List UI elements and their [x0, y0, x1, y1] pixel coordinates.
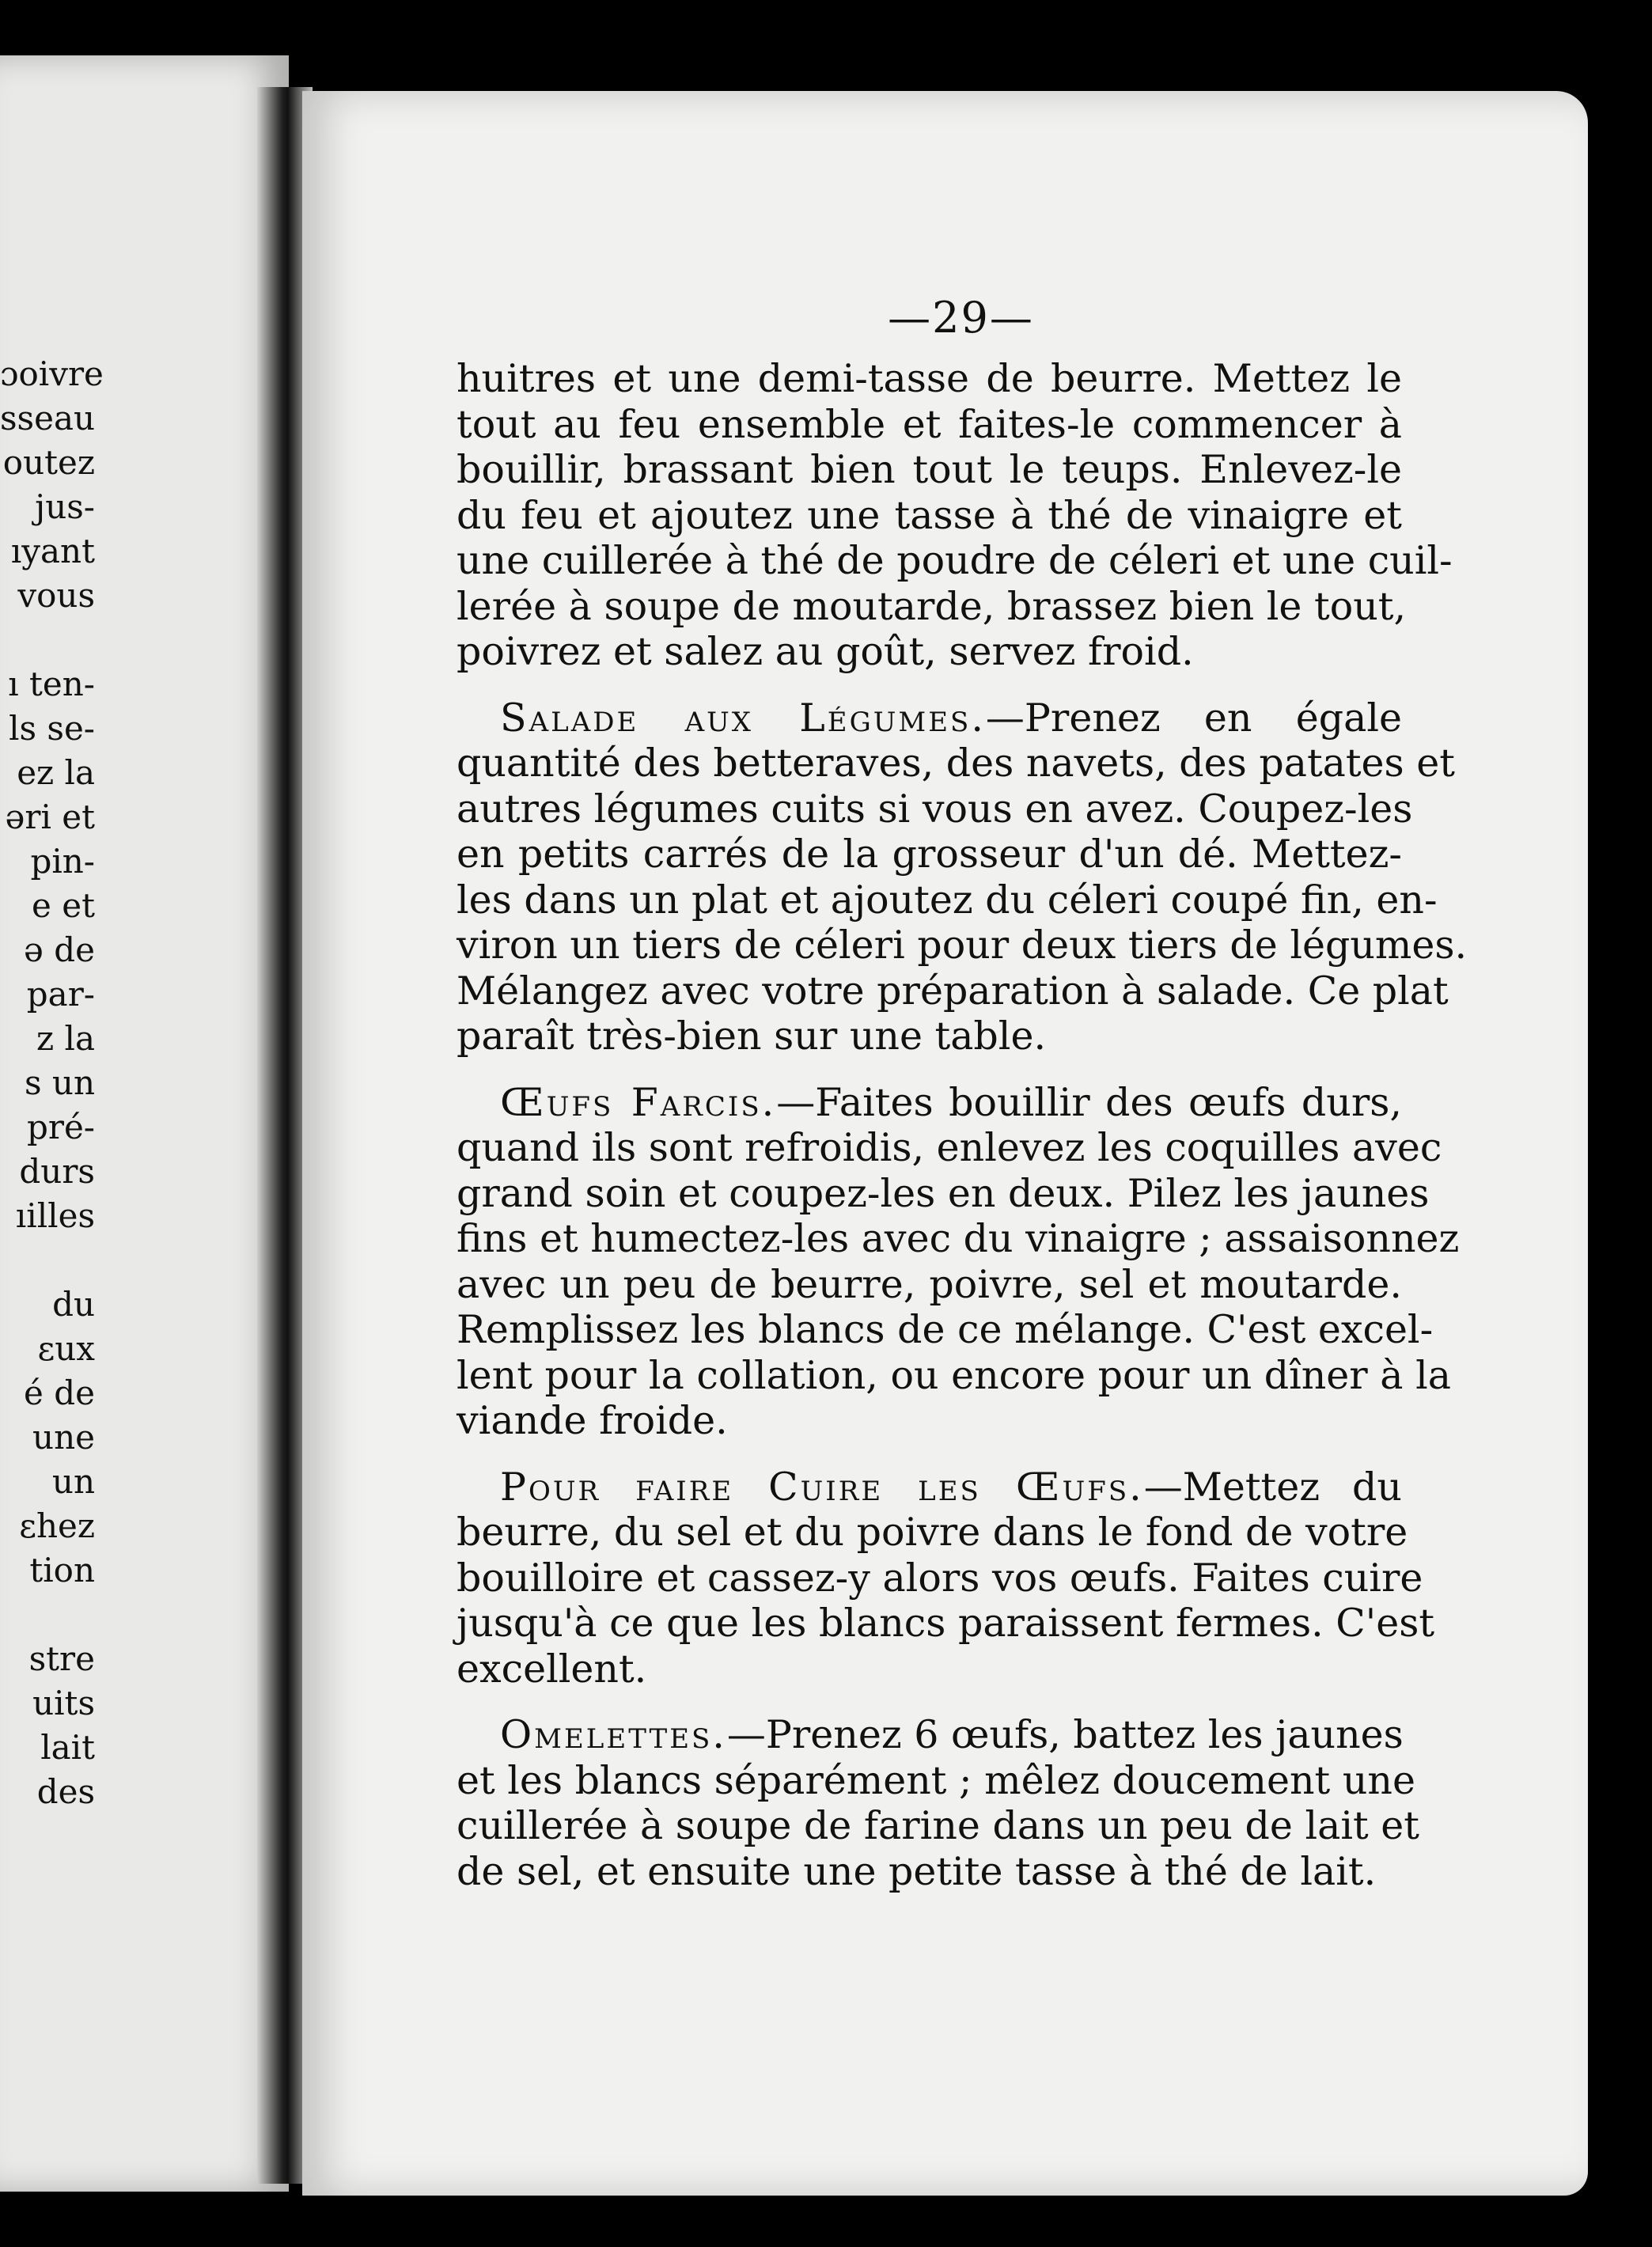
- line-text: —Faites bouillir des œufs durs,: [776, 1079, 1402, 1125]
- page-number: —29—: [888, 293, 1034, 343]
- text-line: viande froide.: [457, 1398, 728, 1443]
- recipe-heading: Œufs Farcis.: [500, 1079, 777, 1125]
- facing-page-line: [0, 618, 95, 662]
- recipe-paragraph: [457, 1079, 1460, 1444]
- text-line: [457, 1080, 1402, 1126]
- facing-page-line: du: [52, 1285, 95, 1324]
- facing-page-line: des: [36, 1772, 95, 1811]
- text-line: tout au feu ensemble et faites-le commencer à: [457, 401, 1402, 447]
- facing-page-line: tion: [29, 1551, 95, 1590]
- text-line: Remplissez les blancs de ce mélange. C'est excel-: [457, 1307, 1434, 1352]
- facing-page-line: [0, 1593, 95, 1637]
- text-line: [457, 695, 1402, 741]
- facing-page-line: un: [51, 1462, 95, 1501]
- text-line: viron un tiers de céleri pour deux tiers de légumes.: [457, 923, 1468, 968]
- text-line: poivrez et salez au goût, servez froid.: [457, 629, 1194, 674]
- facing-page-line: jus-: [35, 487, 95, 526]
- facing-page-line: uits: [32, 1684, 95, 1722]
- text-line: et les blancs séparément ; mêlez doucement une: [457, 1757, 1415, 1803]
- facing-page-line: une: [32, 1418, 95, 1457]
- facing-page-line: ez la: [17, 753, 95, 792]
- facing-page-line: əri et: [5, 798, 95, 836]
- page-body: [457, 356, 1468, 1915]
- facing-page-line: stre: [28, 1639, 95, 1678]
- recipe-paragraph: [457, 356, 1453, 675]
- facing-page-line: ıyant: [10, 532, 95, 570]
- recipe-heading: Pour faire Cuire les Œufs.: [500, 1464, 1144, 1510]
- text-line: Mélangez avec votre préparation à salade. Ce plat: [457, 968, 1449, 1014]
- facing-page-line: pin-: [30, 842, 95, 881]
- text-line: une cuillerée à thé de poudre de céleri et une cuil-: [457, 538, 1453, 583]
- facing-page-line: ɛux: [37, 1329, 95, 1368]
- facing-page-line: s un: [24, 1063, 95, 1102]
- recipe-paragraph: [457, 1464, 1435, 1692]
- text-line: beurre, du sel et du poivre dans le fond de votre: [457, 1510, 1408, 1555]
- text-line: en petits carrés de la grosseur d'un dé. Mettez-: [457, 832, 1402, 877]
- recipe-paragraph: [457, 1712, 1419, 1894]
- text-line: excellent.: [457, 1646, 647, 1692]
- text-line: lerée à soupe de moutarde, brassez bien le tout,: [457, 583, 1407, 629]
- facing-page-line: vous: [17, 576, 95, 615]
- facing-page-line: pré-: [26, 1108, 95, 1146]
- text-line: autres légumes cuits si vous en avez. Coupez-les: [457, 786, 1413, 832]
- text-line: lent pour la collation, ou encore pour un dîner à la: [457, 1352, 1451, 1398]
- text-line: cuillerée à soupe de farine dans un peu de lait et: [457, 1803, 1419, 1848]
- facing-page-line: é de: [24, 1374, 95, 1412]
- facing-page-line: e et: [32, 886, 95, 925]
- book-page: [302, 91, 1588, 2196]
- text-line: [457, 1465, 1402, 1510]
- text-line: avec un peu de beurre, poivre, sel et moutarde.: [457, 1261, 1402, 1307]
- text-line: jusqu'à ce que les blancs paraissent fermes. C'est: [457, 1601, 1435, 1646]
- facing-page-line: lait: [40, 1728, 95, 1767]
- facing-page-line: [0, 1238, 95, 1283]
- text-line: bouilloire et cassez-y alors vos œufs. Faites cuire: [457, 1555, 1423, 1601]
- text-line: fins et humectez-les avec du vinaigre ; assaisonnez: [457, 1216, 1460, 1261]
- facing-page-line: ə de: [24, 930, 95, 969]
- facing-page-line: durs: [19, 1152, 95, 1191]
- text-line: du feu et ajoutez une tasse à thé de vinaigre et: [457, 492, 1402, 538]
- facing-page-line: z la: [36, 1019, 95, 1058]
- facing-page-line: sseau: [0, 399, 96, 438]
- facing-page-line: ɛhez: [19, 1506, 95, 1545]
- facing-page-fragment: [0, 55, 289, 2192]
- text-line: de sel, et ensuite une petite tasse à thé de lait.: [457, 1848, 1377, 1894]
- recipe-heading: Salade aux Légumes.: [500, 695, 986, 741]
- text-line: paraît très-bien sur une table.: [457, 1014, 1047, 1059]
- facing-page-line: ls se-: [9, 709, 95, 748]
- facing-page-line: ɔoivre: [0, 354, 104, 393]
- text-line: les dans un plat et ajoutez du céleri coupé fin, en-: [457, 877, 1438, 923]
- recipe-heading: Omelettes.: [500, 1712, 727, 1757]
- text-line: quantité des betteraves, des navets, des patates et: [457, 741, 1455, 786]
- text-line: quand ils sont refroidis, enlevez les coquilles avec: [457, 1125, 1442, 1170]
- text-line: bouillir, brassant bien tout le teups. Enlevez-le: [457, 447, 1402, 492]
- facing-page-line: ı ten-: [8, 665, 95, 703]
- text-line: [457, 1712, 1402, 1758]
- facing-page-line: ıilles: [15, 1196, 95, 1235]
- recipe-paragraph: [457, 695, 1468, 1059]
- line-text: —Prenez en égale: [985, 695, 1402, 741]
- facing-page-text: [0, 352, 104, 1814]
- text-line: grand soin et coupez-les en deux. Pilez les jaunes: [457, 1170, 1430, 1216]
- facing-page-line: par-: [26, 975, 95, 1014]
- facing-page-line: outez: [2, 443, 95, 482]
- text-line: huitres et une demi-tasse de beurre. Mettez le: [457, 356, 1402, 401]
- line-text: —Mettez du: [1143, 1464, 1402, 1510]
- line-text: —Prenez 6 œufs, battez les jaunes: [726, 1712, 1404, 1757]
